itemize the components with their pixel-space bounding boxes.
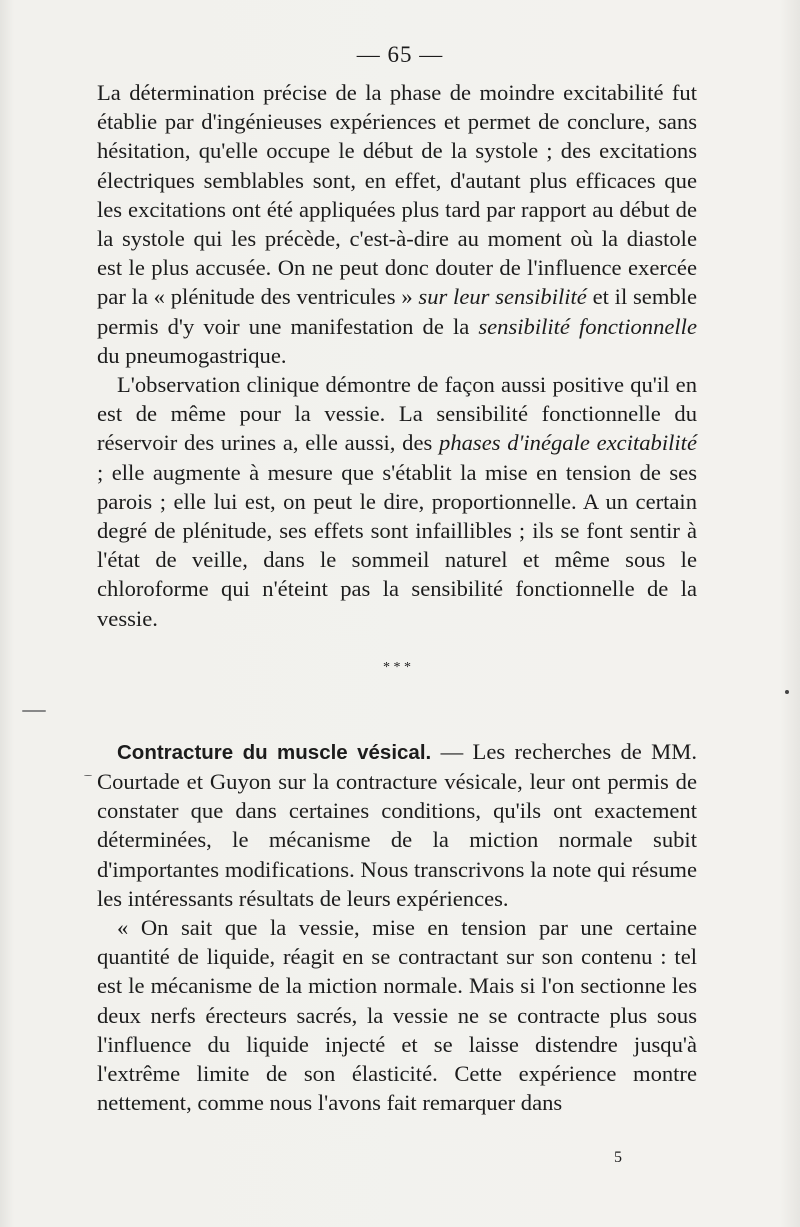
page-number: — 65 —	[356, 42, 444, 67]
paragraph-text: « On sait que la vessie, mise en tension par une certaine quantité de liquide, réagit en se contractant sur son contenu : tel est le mécanisme de la miction normale. Mais si l'on sectionne les deux nerfs érecteurs sacrés, la vessie ne se contracte plus sous l'influence du liquide injecté et se laisse distendre jusqu'à l'extrême limite de son élasticité. Cette expérience montre nettement, comme nous l'avons fait remarquer dans	[97, 915, 697, 1116]
asterism: * * *	[383, 659, 411, 675]
paragraph-text: et il semble permis d'y voir une manifestation de la	[97, 284, 697, 339]
section-heading: Contracture du muscle vésical.	[117, 740, 432, 764]
paragraph-observation-clinique	[97, 370, 697, 633]
paragraph-phase-excitabilite	[97, 78, 697, 370]
paragraph-text: L'observation clinique démontre de façon aussi positive qu'il en est de même pour la vessie. La sensibilité fonctionnelle du réservoir des urines a, elle aussi, des	[97, 372, 697, 456]
body-text	[97, 78, 697, 1118]
paragraph-text: du pneumogastrique.	[97, 342, 287, 368]
paper-mark	[22, 710, 46, 712]
paper-speck	[785, 690, 789, 694]
emphasis-sur-leur-sensibilite: sur leur sensibilité	[418, 284, 587, 310]
paragraph-text: La détermination précise de la phase de moindre excitabilité fut établie par d'ingénieuses expériences et permet de conclure, sans hésitation, qu'elle occupe le début de la systole ; des excitations électriques semblables sont, en effet, d'autant plus efficaces que les excitations ont été appliquées plus tard par rapport au début de la systole qui les précède, c'est-à-dire au moment où la diastole est le plus accusée. On ne peut donc douter de l'influence exercée par la « plénitude des ventricules »	[97, 80, 697, 310]
emphasis-phases-inegale-excitabilite: phases d'inégale excitabilité	[439, 430, 697, 456]
paragraph-text: ; elle augmente à mesure que s'établit la mise en tension de ses parois ; elle lui est, on peut le dire, proportionnelle. A un certain degré de plénitude, ses effets sont infaillibles ; ils se font sentir à l'état de veille, dans le sommeil naturel et même sous le chloroforme qui n'éteint pas la sensibilité fonctionnelle de la vessie.	[97, 459, 697, 631]
paragraph-contracture	[97, 737, 697, 913]
paper-mark	[84, 775, 92, 776]
paragraph-quotation	[97, 913, 697, 1117]
emphasis-sensibilite-fonctionnelle: sensibilité fonctionnelle	[478, 313, 697, 339]
paragraph-text: — Les recherches de MM. Courtade et Guyon sur la contracture vésicale, leur ont permis de constater que dans certaines conditions, qu'ils ont exactement déterminées, le mécanisme de la miction normale subit d'importantes modifications. Nous transcrivons la note qui résume les intéressants résultats de leurs expériences.	[97, 738, 697, 911]
section-separator	[97, 633, 697, 737]
signature-folio: 5	[614, 1149, 622, 1166]
